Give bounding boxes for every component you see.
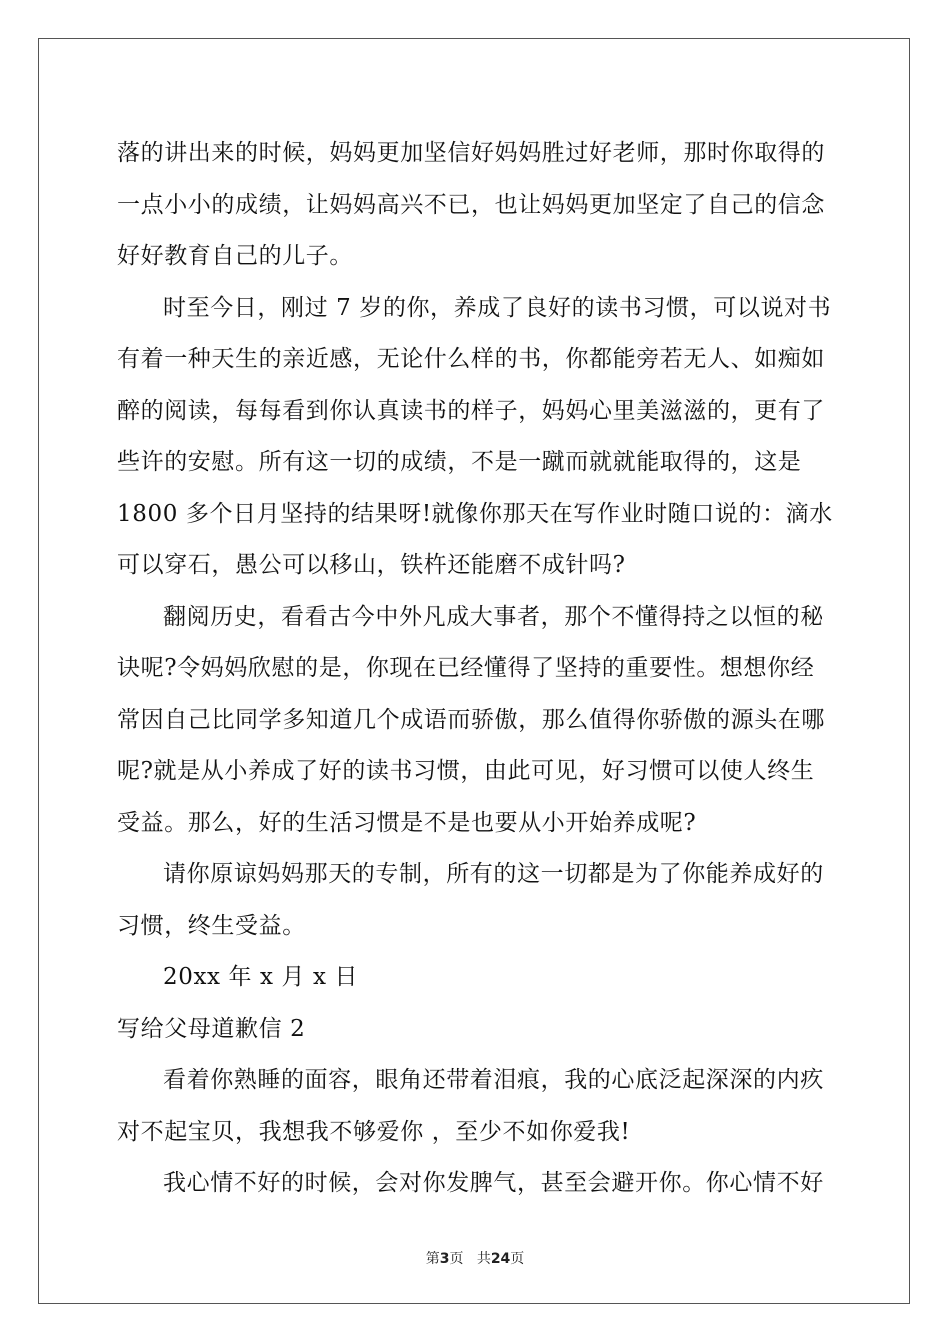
text-line: 好好教育自己的儿子。 [117,243,353,269]
paragraph-start-line: 请你原谅妈妈那天的专制，所有的这一切都是为了你能养成好的 [163,861,824,887]
text-line: 1800 多个日月坚持的结果呀!就像你那天在写作业时随口说的：滴水 [117,500,833,527]
page-footer [0,1248,950,1268]
date-line: 20xx 年 x 月 x 日 [163,964,359,990]
text-line: 醉的阅读，每每看到你认真读书的样子，妈妈心里美滋滋的，更有了 [117,397,825,424]
text-line: 习惯，终生受益。 [117,912,306,939]
text-line: 呢?就是从小养成了好的读书习惯，由此可见，好习惯可以使人终生 [117,758,815,784]
footer-total-pages: 24 [490,1251,511,1267]
text-line: 受益。那么，好的生活习惯是不是也要从小开始养成呢? [117,809,697,836]
text-line: 一点小小的成绩，让妈妈高兴不已，也让妈妈更加坚定了自己的信念 [117,191,825,218]
text-line: 些许的安慰。所有这一切的成绩，不是一蹴而就就能取得的，这是 [117,449,802,475]
paragraph-start-line: 翻阅历史，看看古今中外凡成大事者，那个不懂得持之以恒的秘 [163,603,824,630]
paragraph-start-line: 看着你熟睡的面容，眼角还带着泪痕，我的心底泛起深深的内疚 [163,1067,824,1093]
footer-page-unit: 页 [449,1251,464,1267]
footer-current-page: 3 [439,1251,450,1267]
text-line: 诀呢?令妈妈欣慰的是，你现在已经懂得了坚持的重要性。想想你经 [117,655,815,681]
text-line: 有着一种天生的亲近感，无论什么样的书，你都能旁若无人、如痴如 [117,346,825,372]
text-line: 常因自己比同学多知道几个成语而骄傲，那么值得你骄傲的源头在哪 [117,706,825,733]
section-heading: 写给父母道歉信 2 [117,1015,306,1042]
footer-total-prefix: 共 [476,1251,491,1267]
footer-page-prefix: 第 [425,1251,440,1267]
document-body [117,128,837,1210]
text-line: 落的讲出来的时候，妈妈更加坚信好妈妈胜过好老师，那时你取得的 [117,140,825,166]
paragraph-start-line: 时至今日，刚过 7 岁的你，养成了良好的读书习惯，可以说对书 [163,294,832,321]
footer-total-unit: 页 [510,1251,525,1267]
paragraph-start-line: 我心情不好的时候，会对你发脾气，甚至会避开你。你心情不好 [163,1170,824,1196]
text-line: 可以穿石，愚公可以移山，铁杵还能磨不成针吗? [117,552,626,578]
text-line: 对不起宝贝，我想我不够爱你 ，至少不如你爱我! [117,1118,631,1145]
